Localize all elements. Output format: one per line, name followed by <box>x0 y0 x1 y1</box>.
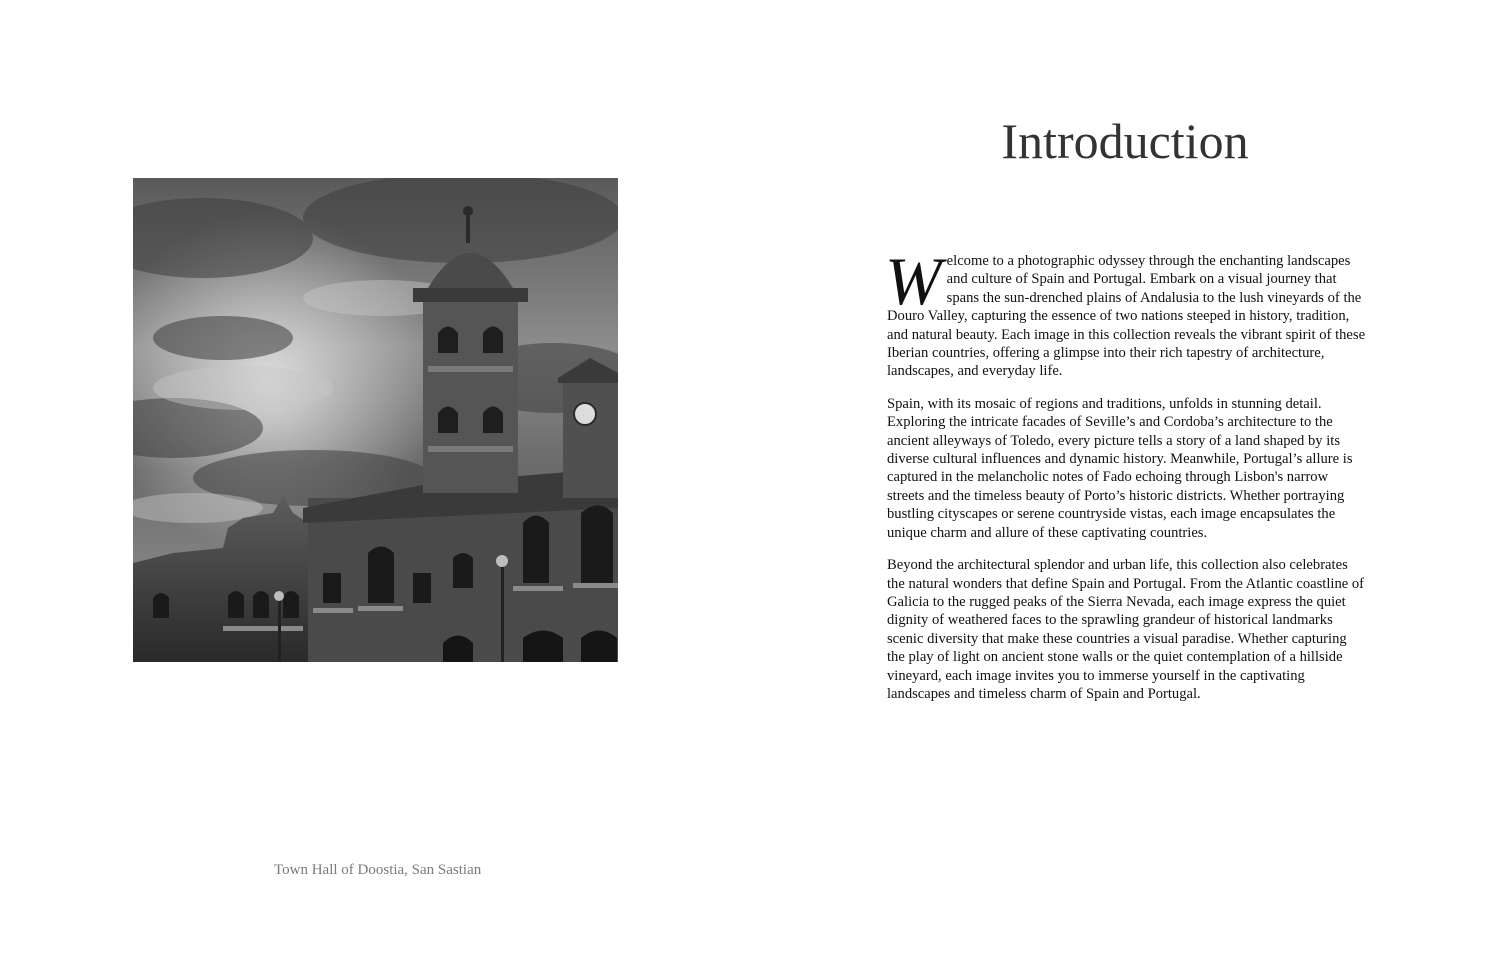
drop-cap: W <box>885 243 942 319</box>
paragraph-1-text: elcome to a photographic odyssey through the enchanting landscapes and culture of Spain and Portugal. Embark on a visual journey that spans the sun-drenched plains of Andalusia to the lush vineyards of the Douro Valley, capturing the essence of two nations steeped in history, tradition, and natural beauty. Each image in this collection reveals the vibrant spirit of these Iberian countries, offering a glimpse into their rich tapestry of architecture, landscapes, and everyday life. <box>887 253 1366 380</box>
paragraph-3: Beyond the architectural splendor and urban life, this collection also celebrates the natural wonders that define Spain and Portugal. From the Atlantic coastline of Galicia to the rugged peaks of the Sierra Nevada, each image express the quiet dignity of weathered faces to the sprawling grandeur of historical landmarks scenic diversity that make these countries a visual paradise. Whether capturing the play of light on ancient stone walls or the quiet contemplation of a hillside vineyard, each image invites you to immerse yourself in the captivating landscapes and timeless charm of Spain and Portugal. <box>887 557 1365 702</box>
building-photo-icon <box>133 178 618 662</box>
paragraph-1 <box>885 243 1367 381</box>
introduction-body <box>885 243 1367 717</box>
town-hall-photo <box>133 178 618 662</box>
page-title: Introduction <box>1001 113 1249 169</box>
paragraph-2: Spain, with its mosaic of regions and traditions, unfolds in stunning detail. Exploring the intricate facades of Seville’s and Cordoba’s architecture to the ancient alleyways of Toledo, every picture tells a story of a land shaped by its diverse cultural influences and dynamic history. Meanwhile, Portugal’s allure is captured in the melancholic notes of Fado echoing through Lisbon's narrow streets and the timeless beauty of Porto’s historic districts. Whether portraying bustling cityscapes or serene countryside vistas, each image encapsulates the unique charm and allure of these captivating countries. <box>887 395 1353 541</box>
photo-caption: Town Hall of Doostia, San Sastian <box>274 862 482 878</box>
